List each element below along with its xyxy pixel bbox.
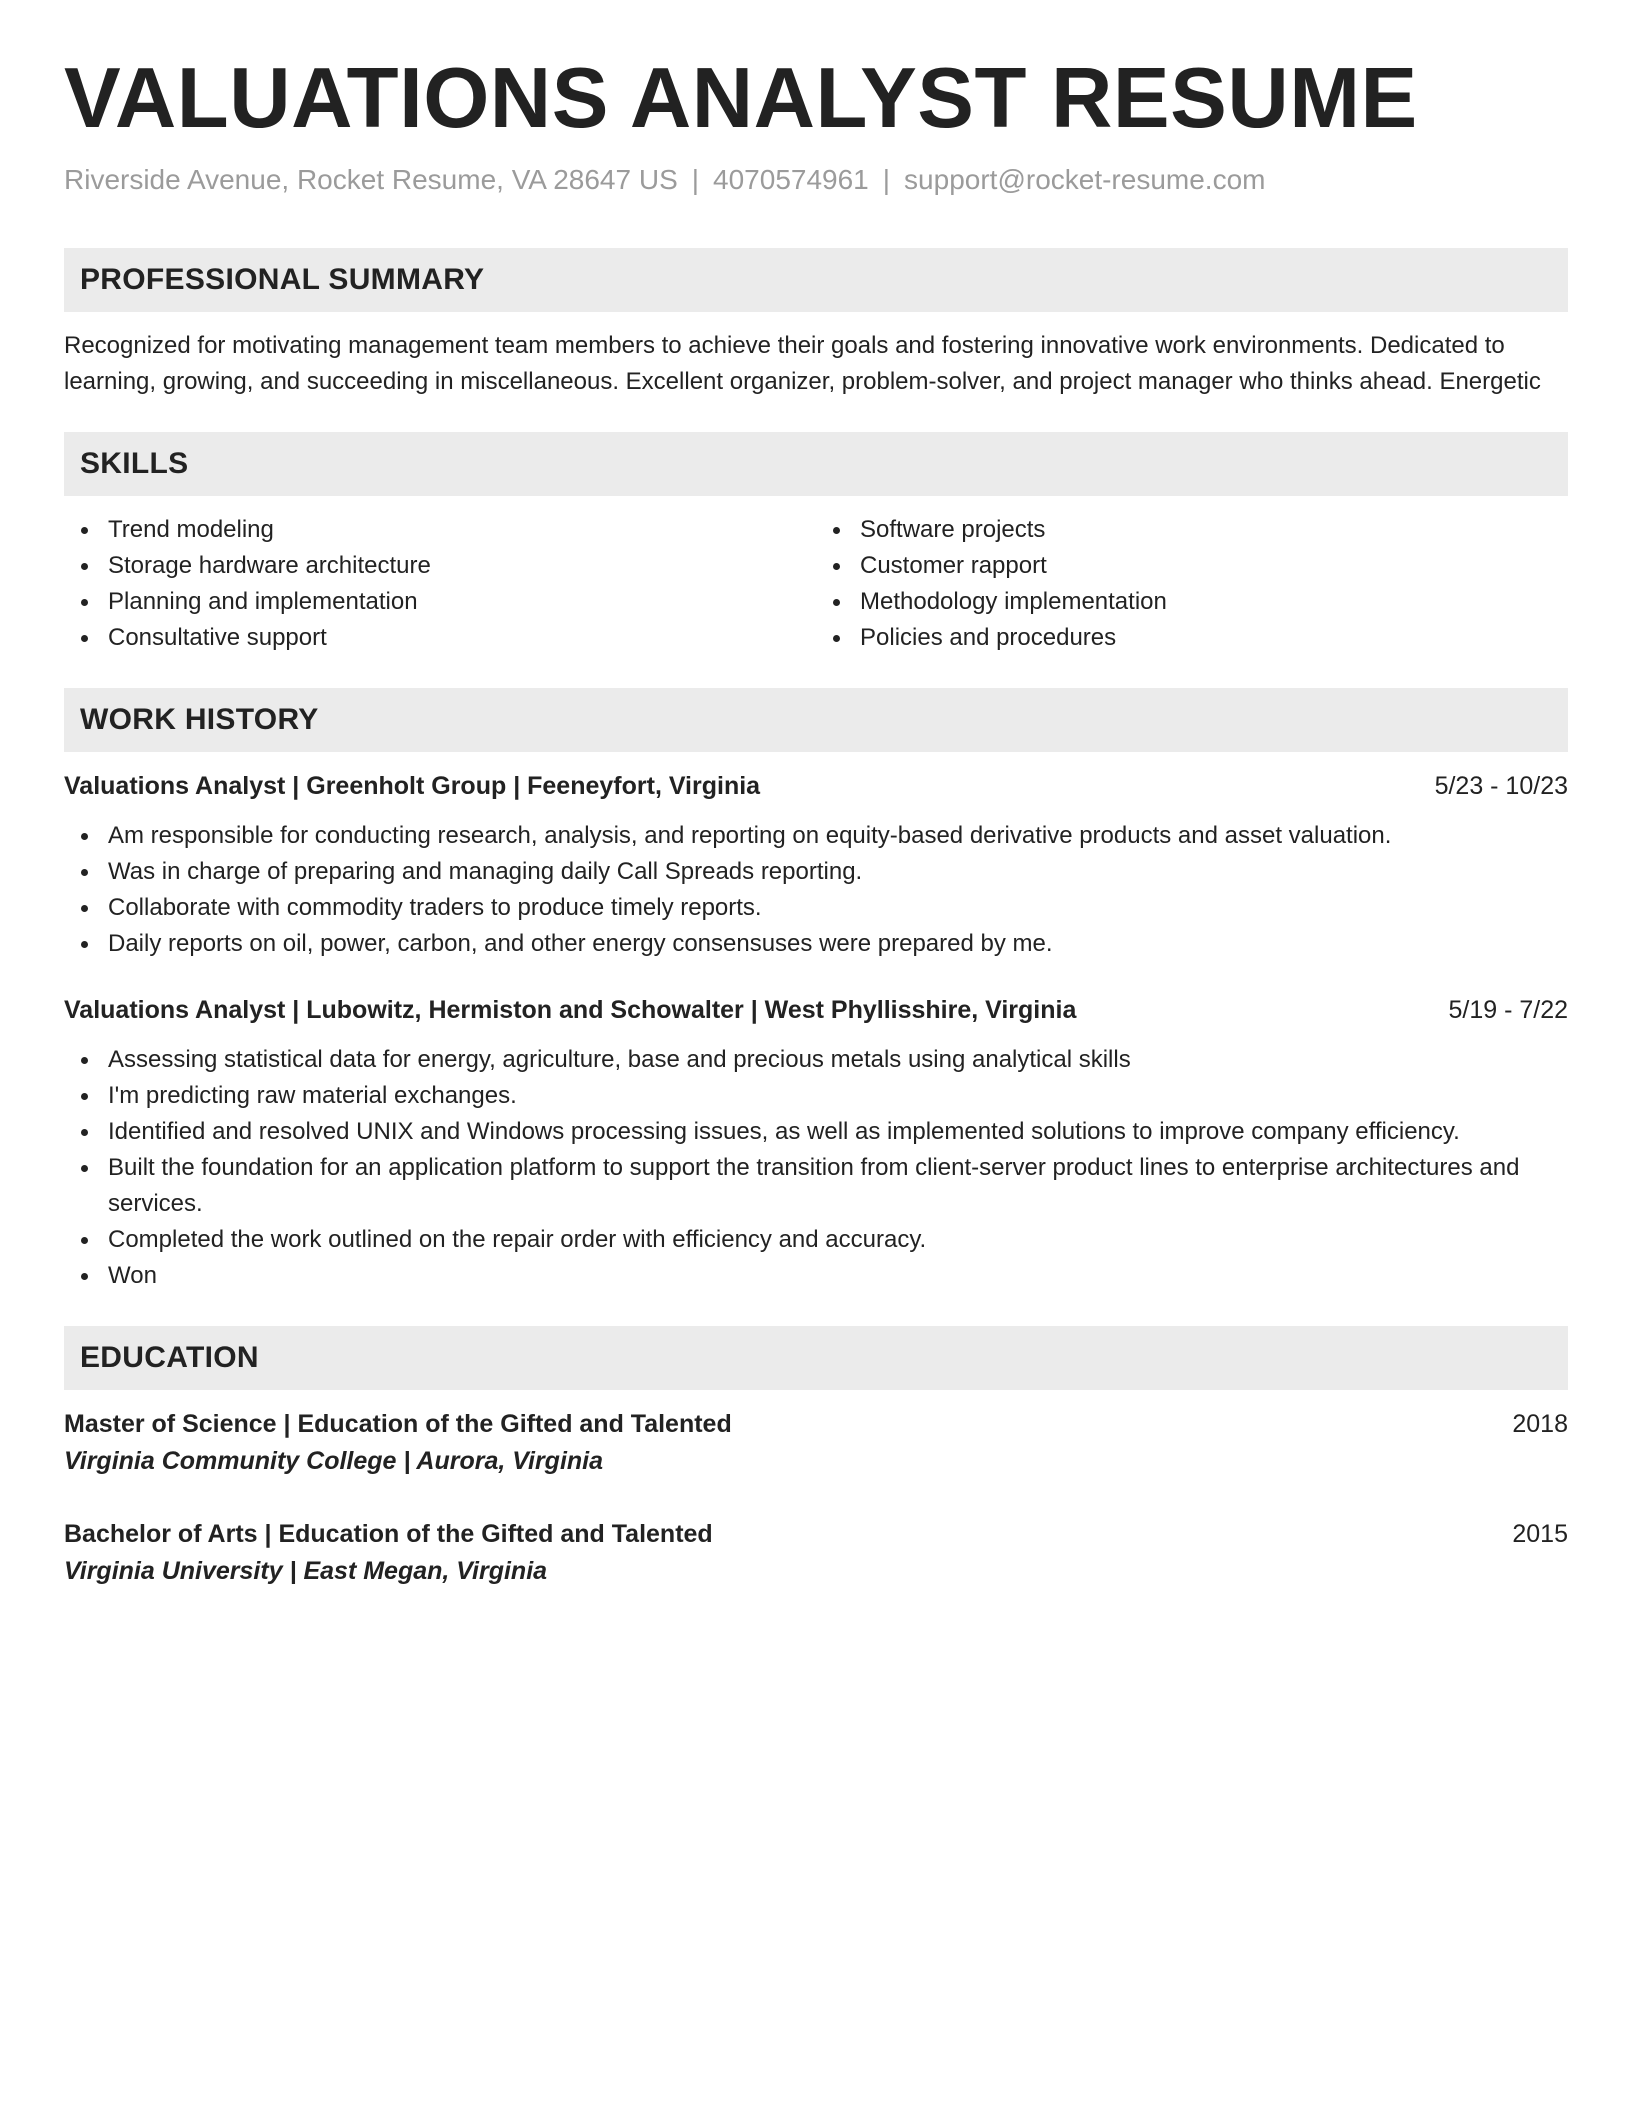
- education-entry: [64, 1516, 1568, 1590]
- job-header: [64, 768, 1568, 804]
- contact-email: support@rocket-resume.com: [904, 163, 1266, 195]
- job-bullets: [64, 1042, 1568, 1294]
- skill-item: Planning and implementation: [108, 584, 816, 620]
- job-bullet: Identified and resolved UNIX and Windows processing issues, as well as implemented solutions to improve company efficiency.: [64, 1114, 1568, 1150]
- job-bullet: Built the foundation for an application platform to support the transition from client-server product lines to enterprise architectures and services.: [64, 1150, 1568, 1222]
- job-bullet: Am responsible for conducting research, analysis, and reporting on equity-based derivative products and asset valuation.: [64, 818, 1568, 854]
- education-school: Virginia University | East Megan, Virginia: [64, 1556, 548, 1585]
- job-bullet: Was in charge of preparing and managing daily Call Spreads reporting.: [64, 854, 1568, 890]
- section-header-work-history: [64, 688, 1568, 752]
- skill-item: Consultative support: [108, 620, 816, 656]
- job-bullet: Collaborate with commodity traders to produce timely reports.: [64, 890, 1568, 926]
- education-year: 2015: [1512, 1519, 1568, 1548]
- job-dates: 5/23 - 10/23: [1434, 771, 1568, 800]
- section-title: WORK HISTORY: [80, 702, 319, 736]
- education-degree: Bachelor of Arts | Education of the Gifted and Talented: [64, 1519, 713, 1548]
- job-bullets: [64, 818, 1568, 962]
- section-title: PROFESSIONAL SUMMARY: [80, 262, 485, 296]
- job-bullet: Daily reports on oil, power, carbon, and other energy consensuses were prepared by me.: [64, 926, 1568, 962]
- skills-grid: [64, 512, 1568, 656]
- job-header: [64, 992, 1568, 1028]
- contact-separator: |: [882, 163, 891, 195]
- contact-phone: 4070574961: [713, 163, 869, 195]
- skill-item: Policies and procedures: [860, 620, 1568, 656]
- section-title: EDUCATION: [80, 1340, 259, 1374]
- job-bullet: Assessing statistical data for energy, agriculture, base and precious metals using analytical skills: [64, 1042, 1568, 1078]
- job-entry: [64, 768, 1568, 962]
- job-bullet: Completed the work outlined on the repair order with efficiency and accuracy.: [64, 1222, 1568, 1258]
- contact-line: [64, 162, 1568, 198]
- education-entry: [64, 1406, 1568, 1480]
- job-entry: [64, 992, 1568, 1294]
- education-header: [64, 1516, 1568, 1552]
- section-title: SKILLS: [80, 446, 189, 480]
- skills-column-left: [64, 512, 816, 656]
- skill-item: Methodology implementation: [860, 584, 1568, 620]
- job-bullet: I'm predicting raw material exchanges.: [64, 1078, 1568, 1114]
- skills-column-right: [816, 512, 1568, 656]
- section-header-skills: [64, 432, 1568, 496]
- education-degree: Master of Science | Education of the Gifted and Talented: [64, 1409, 732, 1438]
- section-header-summary: [64, 248, 1568, 312]
- section-header-education: [64, 1326, 1568, 1390]
- job-title: Valuations Analyst | Greenholt Group | Feeneyfort, Virginia: [64, 771, 761, 800]
- job-bullet: Won: [64, 1258, 1568, 1294]
- education-school: Virginia Community College | Aurora, Virginia: [64, 1446, 604, 1475]
- job-title: Valuations Analyst | Lubowitz, Hermiston and Schowalter | West Phyllisshire, Virginia: [64, 995, 1077, 1024]
- resume-title: VALUATIONS ANALYST RESUME: [64, 51, 1418, 146]
- contact-address: Riverside Avenue, Rocket Resume, VA 28647 US: [64, 163, 678, 195]
- education-header: [64, 1406, 1568, 1442]
- job-dates: 5/19 - 7/22: [1448, 995, 1568, 1024]
- contact-separator: |: [691, 163, 700, 195]
- skill-item: Customer rapport: [860, 548, 1568, 584]
- summary-text: Recognized for motivating management team members to achieve their goals and fostering innovative work environments. Dedicated to learning, growing, and succeeding in miscellaneous. Excellent organizer, problem-solver, and project manager who thinks ahead. Energetic: [64, 331, 1541, 395]
- skill-item: Storage hardware architecture: [108, 548, 816, 584]
- skill-item: Software projects: [860, 512, 1568, 548]
- education-year: 2018: [1512, 1409, 1568, 1438]
- skill-item: Trend modeling: [108, 512, 816, 548]
